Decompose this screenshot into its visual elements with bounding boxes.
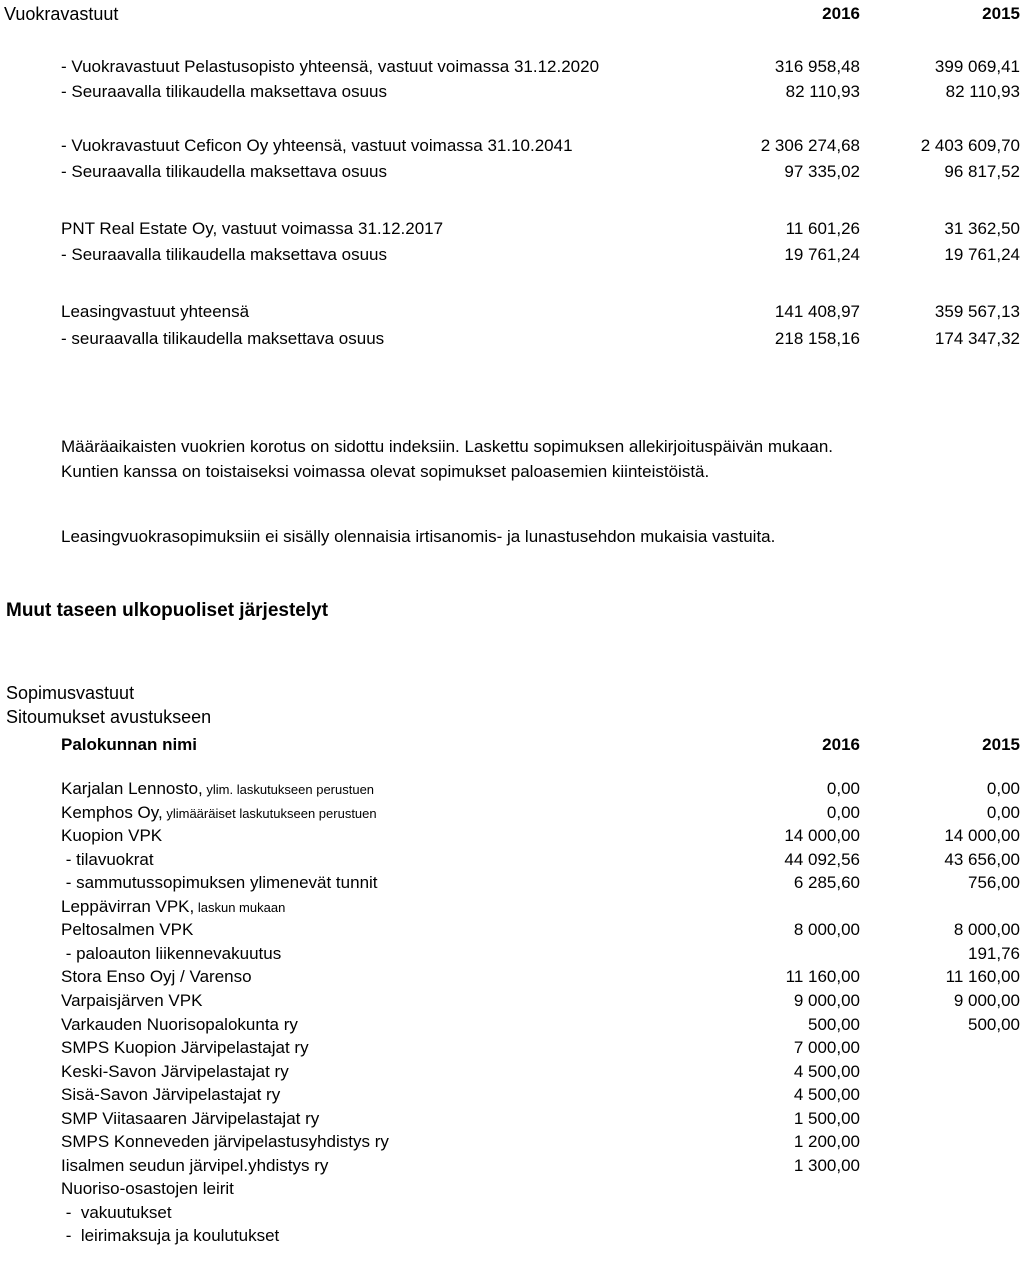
lease-row-label: PNT Real Estate Oy, vastuut voimassa 31.12.2017 [61, 219, 444, 238]
lease-row [0, 55, 1024, 79]
grant-row-2015: 500,00 [968, 1014, 1020, 1034]
grant-row-2016: 1 300,00 [793, 1155, 860, 1175]
lease-row [0, 134, 1024, 158]
grant-row [0, 1036, 1024, 1060]
grant-name: SMPS Kuopion Järvipelastajat ry [61, 1038, 309, 1058]
grant-row-2016: 14 000,00 [784, 826, 860, 846]
lease-row-2015: 2 403 609,70 [920, 136, 1020, 155]
grant-row-label [61, 1083, 280, 1108]
note-leasing: Leasingvuokrasopimuksiin ei sisälly olennaisia irtisanomis- ja lunastusehdon mukaisia vastuita. [61, 527, 776, 546]
column-header-name: Palokunnan nimi [61, 735, 198, 754]
grant-row-label [61, 871, 378, 896]
grant-row-label [61, 848, 154, 873]
grant-row-label [61, 1013, 298, 1038]
grant-row-2016: 9 000,00 [793, 990, 860, 1010]
grant-row [0, 871, 1024, 895]
grant-row-2016: 4 500,00 [793, 1061, 860, 1081]
grant-row [0, 942, 1024, 966]
grant-name: - tilavuokrat [61, 849, 154, 869]
grant-row-2015: 756,00 [968, 873, 1020, 893]
note-indexation: Määräaikaisten vuokrien korotus on sidottu indeksiin. Laskettu sopimuksen allekirjoituspäivän mukaan. [61, 437, 834, 456]
subheading-contract-liabilities: Sopimusvastuut [6, 683, 135, 703]
grant-row-label [61, 801, 377, 826]
grant-row-2016: 11 160,00 [785, 967, 860, 987]
lease-row-2016: 141 408,97 [774, 302, 860, 321]
lease-row-2015: 82 110,93 [945, 82, 1020, 101]
grant-row-2015: 0,00 [986, 779, 1020, 798]
grant-name: Nuoriso-osastojen leirit [61, 1179, 234, 1199]
grant-row [0, 989, 1024, 1013]
grant-row [0, 801, 1024, 825]
grant-row [0, 1107, 1024, 1131]
grant-note: laskun mukaan [194, 899, 286, 915]
note-municipal-contracts: Kuntien kanssa on toistaiseksi voimassa olevat sopimukset paloasemien kiinteistöistä. [61, 462, 710, 481]
lease-row-2016: 218 158,16 [774, 329, 860, 348]
lease-row-2016: 11 601,26 [785, 219, 860, 238]
grant-row-2016: 7 000,00 [793, 1038, 860, 1058]
grant-row-2016: 1 500,00 [793, 1108, 860, 1128]
lease-row [0, 243, 1024, 267]
grant-row [0, 895, 1024, 919]
subheading-grant-commitments: Sitoumukset avustukseen [6, 707, 212, 727]
grant-row [0, 1060, 1024, 1084]
grant-row-label [61, 1224, 279, 1249]
section-heading: Muut taseen ulkopuoliset järjestelyt [6, 600, 329, 621]
grant-row-2015: 191,76 [968, 943, 1020, 963]
grant-row [0, 918, 1024, 942]
grant-row-2015: 43 656,00 [944, 849, 1020, 869]
grant-name: - vakuutukset [61, 1202, 172, 1222]
lease-row-label: - Vuokravastuut Pelastusopisto yhteensä, vastuut voimassa 31.12.2020 [61, 57, 600, 76]
grant-name: Varpaisjärven VPK [61, 990, 203, 1010]
lease-row-label: - Seuraavalla tilikaudella maksettava osuus [61, 82, 388, 101]
grant-row-label [61, 942, 281, 967]
grant-row-label [61, 1177, 234, 1202]
lease-row-2016: 97 335,02 [784, 162, 860, 181]
grant-row-label [61, 989, 202, 1014]
grant-name: - paloauton liikennevakuutus [61, 943, 282, 963]
lease-row [0, 327, 1024, 351]
grant-row-2016: 8 000,00 [793, 920, 860, 940]
grant-row-2016: 4 500,00 [793, 1085, 860, 1105]
lease-row [0, 217, 1024, 241]
lease-row-label: Leasingvastuut yhteensä [61, 302, 250, 321]
grant-row-label [61, 1201, 172, 1226]
grant-row-label [61, 895, 285, 920]
grant-row [0, 1013, 1024, 1037]
grant-name: - sammutussopimuksen ylimenevät tunnit [61, 873, 378, 893]
grant-row-label [61, 777, 374, 802]
lease-row-2016: 316 958,48 [774, 57, 860, 76]
grant-row-label [61, 1107, 319, 1132]
lease-row-2016: 82 110,93 [785, 82, 860, 101]
grant-name: Varkauden Nuorisopalokunta ry [61, 1014, 298, 1034]
lease-row-2016: 2 306 274,68 [760, 136, 860, 155]
grant-row [0, 1130, 1024, 1154]
grant-name: SMP Viitasaaren Järvipelastajat ry [61, 1108, 320, 1128]
lease-row [0, 160, 1024, 184]
grant-name: Stora Enso Oyj / Varenso [61, 967, 252, 987]
lease-row-label: - Seuraavalla tilikaudella maksettava osuus [61, 245, 388, 264]
lease-row-2015: 96 817,52 [944, 162, 1020, 181]
grant-row-2016: 500,00 [808, 1014, 860, 1034]
leases-year-2015: 2015 [982, 4, 1020, 23]
lease-row-label: - Seuraavalla tilikaudella maksettava osuus [61, 162, 388, 181]
grant-row-2015: 14 000,00 [944, 826, 1020, 846]
grant-row [0, 1083, 1024, 1107]
grant-name: Peltosalmen VPK [61, 920, 194, 940]
grants-year-2015: 2015 [982, 735, 1020, 754]
grant-row-2015: 9 000,00 [953, 990, 1020, 1010]
leases-header-row [0, 2, 1024, 26]
grants-year-2016: 2016 [822, 735, 860, 754]
lease-row-2015: 399 069,41 [934, 57, 1020, 76]
leases-year-2016: 2016 [822, 4, 860, 23]
grant-name: Iisalmen seudun järvipel.yhdistys ry [61, 1155, 329, 1175]
grant-row-label [61, 918, 193, 943]
grant-note: ylim. laskutukseen perustuen [202, 782, 375, 797]
grant-row-2015: 11 160,00 [945, 967, 1020, 987]
grants-header-row [0, 733, 1024, 757]
grant-name: Leppävirran VPK, [61, 896, 195, 916]
grant-row-2016: 1 200,00 [793, 1132, 860, 1152]
grant-row [0, 1224, 1024, 1248]
grant-row-label [61, 1130, 389, 1155]
grant-row-2015: 0,00 [986, 802, 1020, 822]
lease-row-2015: 19 761,24 [944, 245, 1020, 264]
grant-name: SMPS Konneveden järvipelastusyhdistys ry [61, 1132, 389, 1152]
grant-note: ylimääräiset laskutukseen perustuen [162, 805, 377, 821]
grant-name: - leirimaksuja ja koulutukset [61, 1226, 280, 1246]
grant-row-label [61, 965, 252, 990]
lease-row-2015: 31 362,50 [944, 219, 1020, 238]
lease-row [0, 80, 1024, 104]
grant-name: Kemphos Oy, [61, 802, 163, 822]
grant-name: Karjalan Lennosto, [61, 779, 203, 798]
grant-row-2015: 8 000,00 [953, 920, 1020, 940]
grant-row [0, 848, 1024, 872]
grant-row [0, 1154, 1024, 1178]
grant-row-label [61, 824, 162, 849]
grant-row-2016: 44 092,56 [784, 849, 860, 869]
lease-row-2015: 174 347,32 [934, 329, 1020, 348]
leases-title: Vuokravastuut [4, 4, 119, 24]
lease-row-2016: 19 761,24 [784, 245, 860, 264]
grant-row [0, 777, 1024, 801]
grant-row [0, 1201, 1024, 1225]
lease-row-label: - seuraavalla tilikaudella maksettava osuus [61, 329, 385, 348]
grant-name: Keski-Savon Järvipelastajat ry [61, 1061, 289, 1081]
lease-row-label: - Vuokravastuut Ceficon Oy yhteensä, vastuut voimassa 31.10.2041 [61, 136, 573, 155]
grant-row-label [61, 1060, 289, 1085]
grant-row [0, 1177, 1024, 1201]
grant-row-label [61, 1036, 309, 1061]
grant-row [0, 824, 1024, 848]
grant-row [0, 965, 1024, 989]
grant-row-2016: 6 285,60 [793, 873, 860, 893]
grant-name: Sisä-Savon Järvipelastajat ry [61, 1085, 281, 1105]
grant-row-2016: 0,00 [826, 802, 860, 822]
grant-row-2016: 0,00 [826, 779, 860, 798]
lease-row [0, 300, 1024, 324]
lease-row-2015: 359 567,13 [934, 302, 1020, 321]
grant-row-label [61, 1154, 328, 1179]
grant-name: Kuopion VPK [61, 826, 163, 846]
